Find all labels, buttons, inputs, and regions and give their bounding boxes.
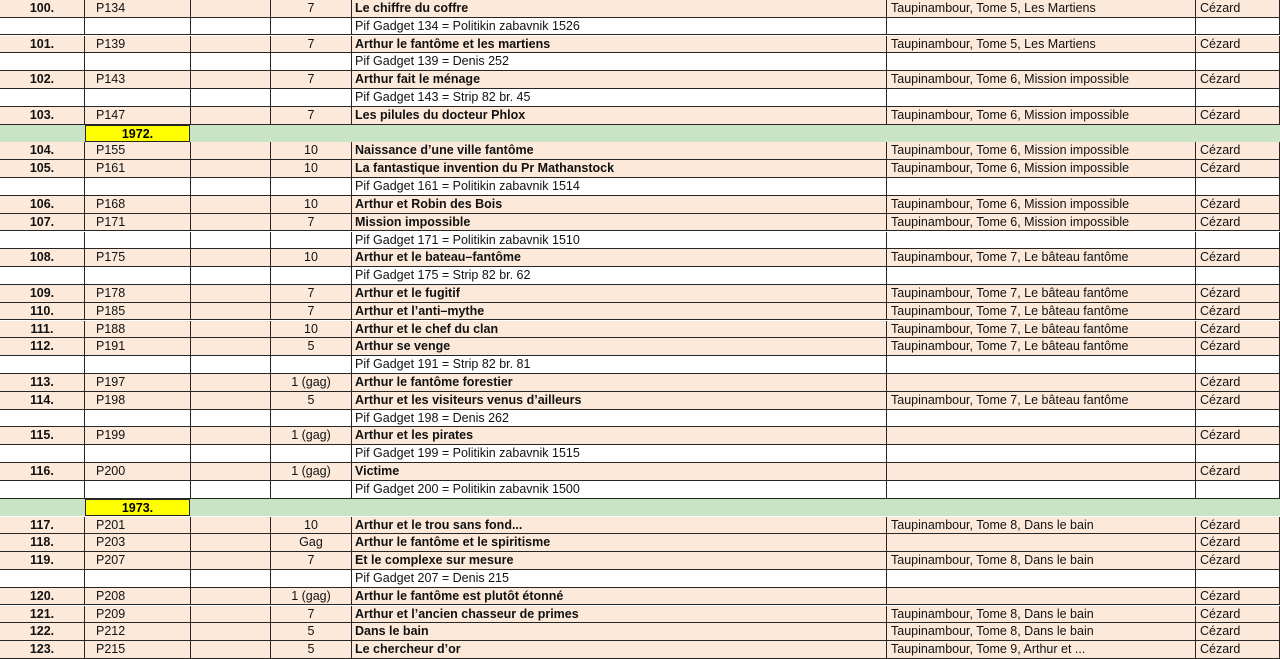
empty-cell[interactable] bbox=[85, 356, 191, 374]
album-cell[interactable]: Taupinambour, Tome 5, Les Martiens bbox=[887, 0, 1196, 18]
empty-cell[interactable] bbox=[1196, 53, 1280, 71]
page-count-cell[interactable]: 1 (gag) bbox=[271, 588, 352, 606]
entry-number-cell[interactable]: 105. bbox=[0, 160, 85, 178]
table-row bbox=[0, 623, 1280, 641]
empty-cell[interactable] bbox=[191, 374, 271, 392]
page-count-cell[interactable]: 1 (gag) bbox=[271, 374, 352, 392]
page-count-cell[interactable]: 5 bbox=[271, 338, 352, 356]
page-count-cell[interactable]: 10 bbox=[271, 196, 352, 214]
empty-cell[interactable] bbox=[191, 552, 271, 570]
empty-cell[interactable] bbox=[887, 267, 1196, 285]
page-count-cell[interactable]: 5 bbox=[271, 392, 352, 410]
album-cell[interactable]: Taupinambour, Tome 8, Dans le bain bbox=[887, 623, 1196, 641]
empty-cell[interactable] bbox=[191, 445, 271, 463]
empty-cell[interactable] bbox=[191, 606, 271, 624]
story-title-cell[interactable]: Arthur et le trou sans fond... bbox=[352, 517, 887, 535]
page-count-cell[interactable]: 7 bbox=[271, 36, 352, 54]
table-row bbox=[0, 463, 1280, 481]
year-label[interactable]: 1973. bbox=[85, 499, 190, 517]
table-row bbox=[0, 427, 1280, 445]
table-row bbox=[0, 588, 1280, 606]
issue-code-cell[interactable]: P188 bbox=[85, 321, 191, 339]
empty-cell[interactable] bbox=[271, 445, 352, 463]
entry-number-cell[interactable]: 121. bbox=[0, 606, 85, 624]
note-row bbox=[0, 445, 1280, 463]
issue-code-cell[interactable]: P139 bbox=[85, 36, 191, 54]
album-cell[interactable]: Taupinambour, Tome 7, Le bâteau fantôme bbox=[887, 392, 1196, 410]
empty-cell[interactable] bbox=[85, 232, 191, 250]
author-cell[interactable]: Cézard bbox=[1196, 321, 1280, 339]
author-cell[interactable]: Cézard bbox=[1196, 552, 1280, 570]
entry-number-cell[interactable]: 115. bbox=[0, 427, 85, 445]
album-cell[interactable] bbox=[887, 374, 1196, 392]
empty-cell[interactable] bbox=[1196, 178, 1280, 196]
entry-number-cell[interactable]: 122. bbox=[0, 623, 85, 641]
author-cell[interactable]: Cézard bbox=[1196, 0, 1280, 18]
empty-cell[interactable] bbox=[271, 89, 352, 107]
author-cell[interactable]: Cézard bbox=[1196, 71, 1280, 89]
note-row bbox=[0, 410, 1280, 428]
entry-number-cell[interactable]: 104. bbox=[0, 142, 85, 160]
empty-cell[interactable] bbox=[271, 18, 352, 36]
page-count-cell[interactable]: 7 bbox=[271, 0, 352, 18]
issue-code-cell[interactable]: P201 bbox=[85, 517, 191, 535]
author-cell[interactable]: Cézard bbox=[1196, 285, 1280, 303]
album-cell[interactable]: Taupinambour, Tome 8, Dans le bain bbox=[887, 517, 1196, 535]
page-count-cell[interactable]: 10 bbox=[271, 321, 352, 339]
empty-cell[interactable] bbox=[887, 445, 1196, 463]
issue-code-cell[interactable]: P199 bbox=[85, 427, 191, 445]
empty-cell[interactable] bbox=[1196, 356, 1280, 374]
note-cell[interactable]: Pif Gadget 161 = Politikin zabavnik 1514 bbox=[352, 178, 887, 196]
story-title-cell[interactable]: Arthur se venge bbox=[352, 338, 887, 356]
note-cell[interactable]: Pif Gadget 139 = Denis 252 bbox=[352, 53, 887, 71]
page-count-cell[interactable]: 10 bbox=[271, 249, 352, 267]
entry-number-cell[interactable]: 117. bbox=[0, 517, 85, 535]
issue-code-cell[interactable]: P207 bbox=[85, 552, 191, 570]
author-cell[interactable]: Cézard bbox=[1196, 641, 1280, 659]
empty-cell[interactable] bbox=[191, 356, 271, 374]
author-cell[interactable]: Cézard bbox=[1196, 107, 1280, 125]
empty-cell[interactable] bbox=[191, 534, 271, 552]
note-row bbox=[0, 356, 1280, 374]
issue-code-cell[interactable]: P134 bbox=[85, 0, 191, 18]
table-row bbox=[0, 214, 1280, 232]
issue-code-cell[interactable]: P171 bbox=[85, 214, 191, 232]
empty-cell[interactable] bbox=[191, 71, 271, 89]
album-cell[interactable]: Taupinambour, Tome 6, Mission impossible bbox=[887, 160, 1196, 178]
empty-cell[interactable] bbox=[0, 570, 85, 588]
album-cell[interactable]: Taupinambour, Tome 6, Mission impossible bbox=[887, 214, 1196, 232]
album-cell[interactable]: Taupinambour, Tome 8, Dans le bain bbox=[887, 606, 1196, 624]
page-count-cell[interactable]: 5 bbox=[271, 623, 352, 641]
empty-cell[interactable] bbox=[85, 570, 191, 588]
entry-number-cell[interactable]: 101. bbox=[0, 36, 85, 54]
note-cell[interactable]: Pif Gadget 175 = Strip 82 br. 62 bbox=[352, 267, 887, 285]
table-row bbox=[0, 303, 1280, 321]
entry-number-cell[interactable]: 116. bbox=[0, 463, 85, 481]
empty-cell[interactable] bbox=[191, 160, 271, 178]
empty-cell[interactable] bbox=[191, 196, 271, 214]
empty-cell[interactable] bbox=[191, 427, 271, 445]
empty-cell[interactable] bbox=[0, 89, 85, 107]
album-cell[interactable]: Taupinambour, Tome 7, Le bâteau fantôme bbox=[887, 249, 1196, 267]
author-cell[interactable]: Cézard bbox=[1196, 517, 1280, 535]
entry-number-cell[interactable]: 110. bbox=[0, 303, 85, 321]
story-title-cell[interactable]: Arthur et le fugitif bbox=[352, 285, 887, 303]
page-count-cell[interactable]: 7 bbox=[271, 606, 352, 624]
empty-cell[interactable] bbox=[1196, 267, 1280, 285]
author-cell[interactable]: Cézard bbox=[1196, 427, 1280, 445]
page-count-cell[interactable]: 7 bbox=[271, 107, 352, 125]
issue-code-cell[interactable]: P147 bbox=[85, 107, 191, 125]
empty-cell[interactable] bbox=[85, 481, 191, 499]
author-cell[interactable]: Cézard bbox=[1196, 249, 1280, 267]
author-cell[interactable]: Cézard bbox=[1196, 196, 1280, 214]
empty-cell[interactable] bbox=[191, 517, 271, 535]
album-cell[interactable] bbox=[887, 534, 1196, 552]
empty-cell[interactable] bbox=[191, 18, 271, 36]
table-row bbox=[0, 71, 1280, 89]
author-cell[interactable]: Cézard bbox=[1196, 588, 1280, 606]
story-title-cell[interactable]: Les pilules du docteur Phlox bbox=[352, 107, 887, 125]
empty-cell[interactable] bbox=[887, 178, 1196, 196]
note-row bbox=[0, 178, 1280, 196]
page-count-cell[interactable]: 7 bbox=[271, 285, 352, 303]
album-cell[interactable]: Taupinambour, Tome 5, Les Martiens bbox=[887, 36, 1196, 54]
table-row bbox=[0, 392, 1280, 410]
page-count-cell[interactable]: 1 (gag) bbox=[271, 463, 352, 481]
empty-cell[interactable] bbox=[85, 267, 191, 285]
table-row bbox=[0, 142, 1280, 160]
table-row bbox=[0, 249, 1280, 267]
year-separator-row bbox=[0, 125, 1280, 143]
entry-number-cell[interactable]: 118. bbox=[0, 534, 85, 552]
empty-cell[interactable] bbox=[271, 178, 352, 196]
empty-cell[interactable] bbox=[0, 267, 85, 285]
empty-cell[interactable] bbox=[887, 481, 1196, 499]
empty-cell[interactable] bbox=[0, 232, 85, 250]
empty-cell[interactable] bbox=[887, 232, 1196, 250]
empty-cell[interactable] bbox=[271, 267, 352, 285]
album-cell[interactable]: Taupinambour, Tome 6, Mission impossible bbox=[887, 107, 1196, 125]
empty-cell[interactable] bbox=[887, 410, 1196, 428]
entry-number-cell[interactable]: 100. bbox=[0, 0, 85, 18]
story-title-cell[interactable]: Arthur le fantôme forestier bbox=[352, 374, 887, 392]
empty-cell[interactable] bbox=[1196, 18, 1280, 36]
note-row bbox=[0, 570, 1280, 588]
note-row bbox=[0, 481, 1280, 499]
story-title-cell[interactable]: Arthur le fantôme et le spiritisme bbox=[352, 534, 887, 552]
page-count-cell[interactable]: Gag bbox=[271, 534, 352, 552]
story-title-cell[interactable]: Dans le bain bbox=[352, 623, 887, 641]
empty-cell[interactable] bbox=[271, 481, 352, 499]
empty-cell[interactable] bbox=[191, 338, 271, 356]
entry-number-cell[interactable]: 106. bbox=[0, 196, 85, 214]
issue-code-cell[interactable]: P191 bbox=[85, 338, 191, 356]
table-row bbox=[0, 641, 1280, 659]
empty-cell[interactable] bbox=[1196, 232, 1280, 250]
empty-cell[interactable] bbox=[191, 214, 271, 232]
note-row bbox=[0, 232, 1280, 250]
empty-cell[interactable] bbox=[191, 267, 271, 285]
empty-cell[interactable] bbox=[191, 178, 271, 196]
empty-cell[interactable] bbox=[271, 53, 352, 71]
empty-cell[interactable] bbox=[271, 232, 352, 250]
page-count-cell[interactable]: 10 bbox=[271, 517, 352, 535]
issue-code-cell[interactable]: P215 bbox=[85, 641, 191, 659]
story-title-cell[interactable]: Arthur et le bateau–fantôme bbox=[352, 249, 887, 267]
author-cell[interactable]: Cézard bbox=[1196, 606, 1280, 624]
story-title-cell[interactable]: Arthur et Robin des Bois bbox=[352, 196, 887, 214]
table-row bbox=[0, 196, 1280, 214]
page-count-cell[interactable]: 7 bbox=[271, 552, 352, 570]
empty-cell[interactable] bbox=[191, 463, 271, 481]
table-row bbox=[0, 606, 1280, 624]
empty-cell[interactable] bbox=[85, 410, 191, 428]
album-cell[interactable]: Taupinambour, Tome 6, Mission impossible bbox=[887, 196, 1196, 214]
empty-cell[interactable] bbox=[271, 570, 352, 588]
album-cell[interactable]: Taupinambour, Tome 8, Dans le bain bbox=[887, 552, 1196, 570]
note-row bbox=[0, 267, 1280, 285]
empty-cell[interactable] bbox=[0, 356, 85, 374]
empty-cell[interactable] bbox=[191, 588, 271, 606]
empty-cell[interactable] bbox=[887, 570, 1196, 588]
story-title-cell[interactable]: Arthur et le chef du clan bbox=[352, 321, 887, 339]
empty-cell[interactable] bbox=[0, 53, 85, 71]
table-row bbox=[0, 285, 1280, 303]
empty-cell[interactable] bbox=[191, 410, 271, 428]
year-label[interactable]: 1972. bbox=[85, 125, 190, 143]
note-row bbox=[0, 18, 1280, 36]
story-title-cell[interactable]: Naissance d’une ville fantôme bbox=[352, 142, 887, 160]
page-count-cell[interactable]: 7 bbox=[271, 71, 352, 89]
album-cell[interactable]: Taupinambour, Tome 6, Mission impossible bbox=[887, 71, 1196, 89]
page-count-cell[interactable]: 10 bbox=[271, 160, 352, 178]
empty-cell[interactable] bbox=[191, 36, 271, 54]
author-cell[interactable]: Cézard bbox=[1196, 338, 1280, 356]
empty-cell[interactable] bbox=[191, 623, 271, 641]
author-cell[interactable]: Cézard bbox=[1196, 463, 1280, 481]
entry-number-cell[interactable]: 113. bbox=[0, 374, 85, 392]
table-row bbox=[0, 534, 1280, 552]
issue-code-cell[interactable]: P200 bbox=[85, 463, 191, 481]
story-title-cell[interactable]: Le chercheur d’or bbox=[352, 641, 887, 659]
empty-cell[interactable] bbox=[191, 481, 271, 499]
empty-cell[interactable] bbox=[191, 303, 271, 321]
album-cell[interactable]: Taupinambour, Tome 7, Le bâteau fantôme bbox=[887, 321, 1196, 339]
entry-number-cell[interactable]: 102. bbox=[0, 71, 85, 89]
album-cell[interactable] bbox=[887, 427, 1196, 445]
empty-cell[interactable] bbox=[85, 53, 191, 71]
author-cell[interactable]: Cézard bbox=[1196, 36, 1280, 54]
table-row bbox=[0, 552, 1280, 570]
story-title-cell[interactable]: La fantastique invention du Pr Mathanstock bbox=[352, 160, 887, 178]
issue-code-cell[interactable]: P178 bbox=[85, 285, 191, 303]
empty-cell[interactable] bbox=[191, 285, 271, 303]
entry-number-cell[interactable]: 120. bbox=[0, 588, 85, 606]
story-title-cell[interactable]: Arthur le fantôme est plutôt étonné bbox=[352, 588, 887, 606]
empty-cell[interactable] bbox=[271, 356, 352, 374]
album-cell[interactable]: Taupinambour, Tome 7, Le bâteau fantôme bbox=[887, 303, 1196, 321]
author-cell[interactable]: Cézard bbox=[1196, 214, 1280, 232]
issue-code-cell[interactable]: P203 bbox=[85, 534, 191, 552]
note-cell[interactable]: Pif Gadget 191 = Strip 82 br. 81 bbox=[352, 356, 887, 374]
issue-code-cell[interactable]: P198 bbox=[85, 392, 191, 410]
entry-number-cell[interactable]: 112. bbox=[0, 338, 85, 356]
album-cell[interactable] bbox=[887, 588, 1196, 606]
album-cell[interactable]: Taupinambour, Tome 6, Mission impossible bbox=[887, 142, 1196, 160]
empty-cell[interactable] bbox=[1196, 89, 1280, 107]
story-title-cell[interactable]: Victime bbox=[352, 463, 887, 481]
story-title-cell[interactable]: Arthur et l’anti–mythe bbox=[352, 303, 887, 321]
empty-cell[interactable] bbox=[0, 18, 85, 36]
page-count-cell[interactable]: 7 bbox=[271, 214, 352, 232]
entry-number-cell[interactable]: 109. bbox=[0, 285, 85, 303]
empty-cell[interactable] bbox=[191, 107, 271, 125]
empty-cell[interactable] bbox=[191, 0, 271, 18]
page-count-cell[interactable]: 7 bbox=[271, 303, 352, 321]
author-cell[interactable]: Cézard bbox=[1196, 142, 1280, 160]
empty-cell[interactable] bbox=[0, 410, 85, 428]
issue-code-cell[interactable]: P208 bbox=[85, 588, 191, 606]
empty-cell[interactable] bbox=[1196, 481, 1280, 499]
table-row bbox=[0, 374, 1280, 392]
issue-code-cell[interactable]: P175 bbox=[85, 249, 191, 267]
year-separator-row bbox=[0, 499, 1280, 517]
author-cell[interactable]: Cézard bbox=[1196, 374, 1280, 392]
issue-code-cell[interactable]: P212 bbox=[85, 623, 191, 641]
issue-code-cell[interactable]: P185 bbox=[85, 303, 191, 321]
table-row bbox=[0, 338, 1280, 356]
entry-number-cell[interactable]: 114. bbox=[0, 392, 85, 410]
empty-cell[interactable] bbox=[0, 178, 85, 196]
author-cell[interactable]: Cézard bbox=[1196, 623, 1280, 641]
table-row bbox=[0, 0, 1280, 18]
empty-cell[interactable] bbox=[191, 142, 271, 160]
table-row bbox=[0, 517, 1280, 535]
empty-cell[interactable] bbox=[1196, 410, 1280, 428]
story-title-cell[interactable]: Le chiffre du coffre bbox=[352, 0, 887, 18]
note-cell[interactable]: Pif Gadget 199 = Politikin zabavnik 1515 bbox=[352, 445, 887, 463]
entry-number-cell[interactable]: 119. bbox=[0, 552, 85, 570]
issue-code-cell[interactable]: P143 bbox=[85, 71, 191, 89]
empty-cell[interactable] bbox=[191, 53, 271, 71]
story-title-cell[interactable]: Arthur fait le ménage bbox=[352, 71, 887, 89]
empty-cell[interactable] bbox=[85, 89, 191, 107]
empty-cell[interactable] bbox=[887, 53, 1196, 71]
story-title-cell[interactable]: Arthur et les pirates bbox=[352, 427, 887, 445]
album-cell[interactable]: Taupinambour, Tome 7, Le bâteau fantôme bbox=[887, 285, 1196, 303]
table-row bbox=[0, 107, 1280, 125]
empty-cell[interactable] bbox=[1196, 445, 1280, 463]
empty-cell[interactable] bbox=[85, 445, 191, 463]
entry-number-cell[interactable]: 107. bbox=[0, 214, 85, 232]
issue-code-cell[interactable]: P155 bbox=[85, 142, 191, 160]
story-title-cell[interactable]: Arthur le fantôme et les martiens bbox=[352, 36, 887, 54]
entry-number-cell[interactable]: 108. bbox=[0, 249, 85, 267]
empty-cell[interactable] bbox=[0, 481, 85, 499]
table-row bbox=[0, 36, 1280, 54]
album-cell[interactable]: Taupinambour, Tome 9, Arthur et ... bbox=[887, 641, 1196, 659]
empty-cell[interactable] bbox=[191, 89, 271, 107]
page-count-cell[interactable]: 1 (gag) bbox=[271, 427, 352, 445]
note-row bbox=[0, 89, 1280, 107]
empty-cell[interactable] bbox=[85, 18, 191, 36]
empty-cell[interactable] bbox=[191, 249, 271, 267]
note-row bbox=[0, 53, 1280, 71]
empty-cell[interactable] bbox=[271, 410, 352, 428]
note-cell[interactable]: Pif Gadget 171 = Politikin zabavnik 1510 bbox=[352, 232, 887, 250]
page-count-cell[interactable]: 5 bbox=[271, 641, 352, 659]
issue-code-cell[interactable]: P209 bbox=[85, 606, 191, 624]
entry-number-cell[interactable]: 123. bbox=[0, 641, 85, 659]
empty-cell[interactable] bbox=[1196, 570, 1280, 588]
empty-cell[interactable] bbox=[0, 445, 85, 463]
story-title-cell[interactable]: Et le complexe sur mesure bbox=[352, 552, 887, 570]
empty-cell[interactable] bbox=[191, 641, 271, 659]
issue-code-cell[interactable]: P161 bbox=[85, 160, 191, 178]
empty-cell[interactable] bbox=[191, 232, 271, 250]
author-cell[interactable]: Cézard bbox=[1196, 303, 1280, 321]
table-row bbox=[0, 160, 1280, 178]
issue-code-cell[interactable]: P168 bbox=[85, 196, 191, 214]
table-row bbox=[0, 321, 1280, 339]
note-cell[interactable]: Pif Gadget 134 = Politikin zabavnik 1526 bbox=[352, 18, 887, 36]
empty-cell[interactable] bbox=[887, 18, 1196, 36]
author-cell[interactable]: Cézard bbox=[1196, 160, 1280, 178]
album-cell[interactable] bbox=[887, 463, 1196, 481]
issue-code-cell[interactable]: P197 bbox=[85, 374, 191, 392]
story-title-cell[interactable]: Arthur et l’ancien chasseur de primes bbox=[352, 606, 887, 624]
empty-cell[interactable] bbox=[887, 356, 1196, 374]
empty-cell[interactable] bbox=[191, 321, 271, 339]
empty-cell[interactable] bbox=[887, 89, 1196, 107]
note-cell[interactable]: Pif Gadget 207 = Denis 215 bbox=[352, 570, 887, 588]
note-cell[interactable]: Pif Gadget 143 = Strip 82 br. 45 bbox=[352, 89, 887, 107]
note-cell[interactable]: Pif Gadget 200 = Politikin zabavnik 1500 bbox=[352, 481, 887, 499]
empty-cell[interactable] bbox=[191, 570, 271, 588]
author-cell[interactable]: Cézard bbox=[1196, 534, 1280, 552]
page-count-cell[interactable]: 10 bbox=[271, 142, 352, 160]
entry-number-cell[interactable]: 103. bbox=[0, 107, 85, 125]
author-cell[interactable]: Cézard bbox=[1196, 392, 1280, 410]
album-cell[interactable]: Taupinambour, Tome 7, Le bâteau fantôme bbox=[887, 338, 1196, 356]
story-title-cell[interactable]: Arthur et les visiteurs venus d’ailleurs bbox=[352, 392, 887, 410]
empty-cell[interactable] bbox=[85, 178, 191, 196]
entry-number-cell[interactable]: 111. bbox=[0, 321, 85, 339]
empty-cell[interactable] bbox=[191, 392, 271, 410]
note-cell[interactable]: Pif Gadget 198 = Denis 262 bbox=[352, 410, 887, 428]
story-title-cell[interactable]: Mission impossible bbox=[352, 214, 887, 232]
